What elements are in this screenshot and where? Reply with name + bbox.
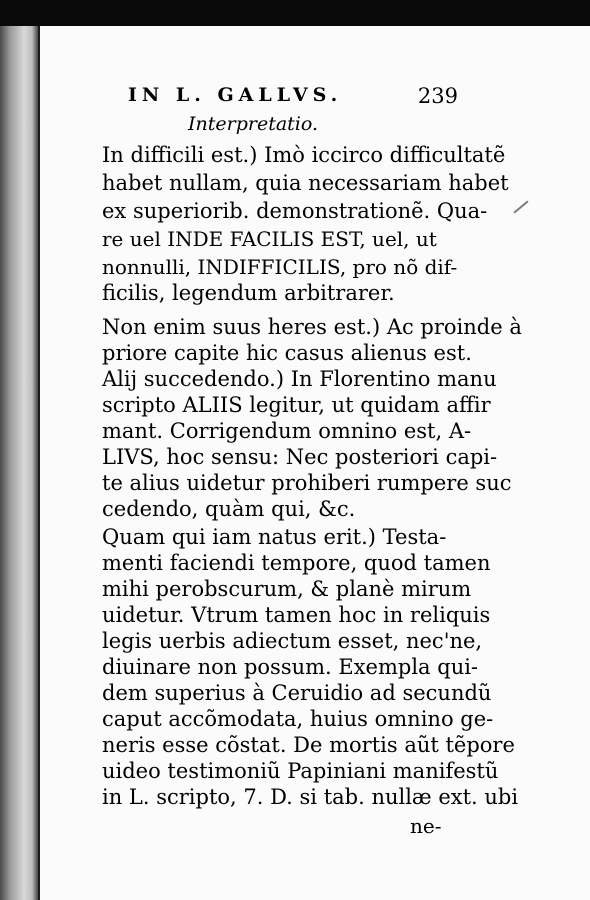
- line-19: legis uerbis adiectum esset, nec'ne,: [102, 629, 483, 653]
- line-4: re uel INDE FACILIS EST, uel, ut: [102, 227, 437, 251]
- line-13: te alius uidetur prohiberi rumpere suc: [102, 471, 512, 495]
- line-17: mihi perobscurum, & planè mirum: [102, 577, 472, 601]
- line-1: In difficili est.) Imò iccirco difficultatẽ: [102, 143, 506, 167]
- catchword: ne-: [410, 814, 442, 838]
- running-head: [128, 84, 458, 112]
- line-18: uidetur. Vtrum tamen hoc in reliquis: [102, 603, 491, 627]
- line-15: Quam qui iam natus erit.) Testa-: [102, 525, 447, 549]
- line-5: nonnulli, INDIFFICILIS, pro nõ dif-: [102, 255, 458, 279]
- line-16: menti faciendi tempore, quod tamen: [102, 551, 491, 575]
- line-6: ficilis, legendum arbitrarer.: [102, 281, 395, 305]
- section-subtitle: Interpretatio.: [188, 113, 319, 135]
- scan-top-border: [0, 0, 590, 26]
- line-21: dem superius à Ceruidio ad secundũ: [102, 681, 492, 705]
- line-22: caput accõmodata, huius omnino ge-: [102, 707, 494, 731]
- line-8: priore capite hic casus alienus est.: [102, 341, 472, 365]
- line-12: LIVS, hoc sensu: Nec posteriori capi-: [102, 445, 498, 469]
- line-20: diuinare non possum. Exempla qui-: [102, 655, 479, 679]
- line-24: uideo testimoniũ Papiniani manifestũ: [102, 759, 499, 783]
- running-head-title: IN L. GALLVS.: [128, 84, 343, 106]
- line-14: cedendo, quàm qui, &c.: [102, 497, 356, 521]
- line-3: ex superiorib. demonstrationẽ. Qua-: [102, 199, 488, 223]
- page-number: 239: [417, 84, 458, 108]
- facing-page-edge: [0, 26, 40, 900]
- line-25: in L. scripto, 7. D. si tab. nullæ ext. ubi: [102, 785, 519, 809]
- line-9: Alij succedendo.) In Florentino manu: [102, 367, 497, 391]
- line-7: Non enim suus heres est.) Ac proinde à: [102, 315, 522, 339]
- line-23: neris esse cõstat. De mortis aũt tẽpore: [102, 733, 515, 757]
- line-11: mant. Corrigendum omnino est, A-: [102, 419, 472, 443]
- line-10: scripto ALIIS legitur, ut quidam affir: [102, 393, 491, 417]
- line-2: habet nullam, quia necessariam habet: [102, 171, 509, 195]
